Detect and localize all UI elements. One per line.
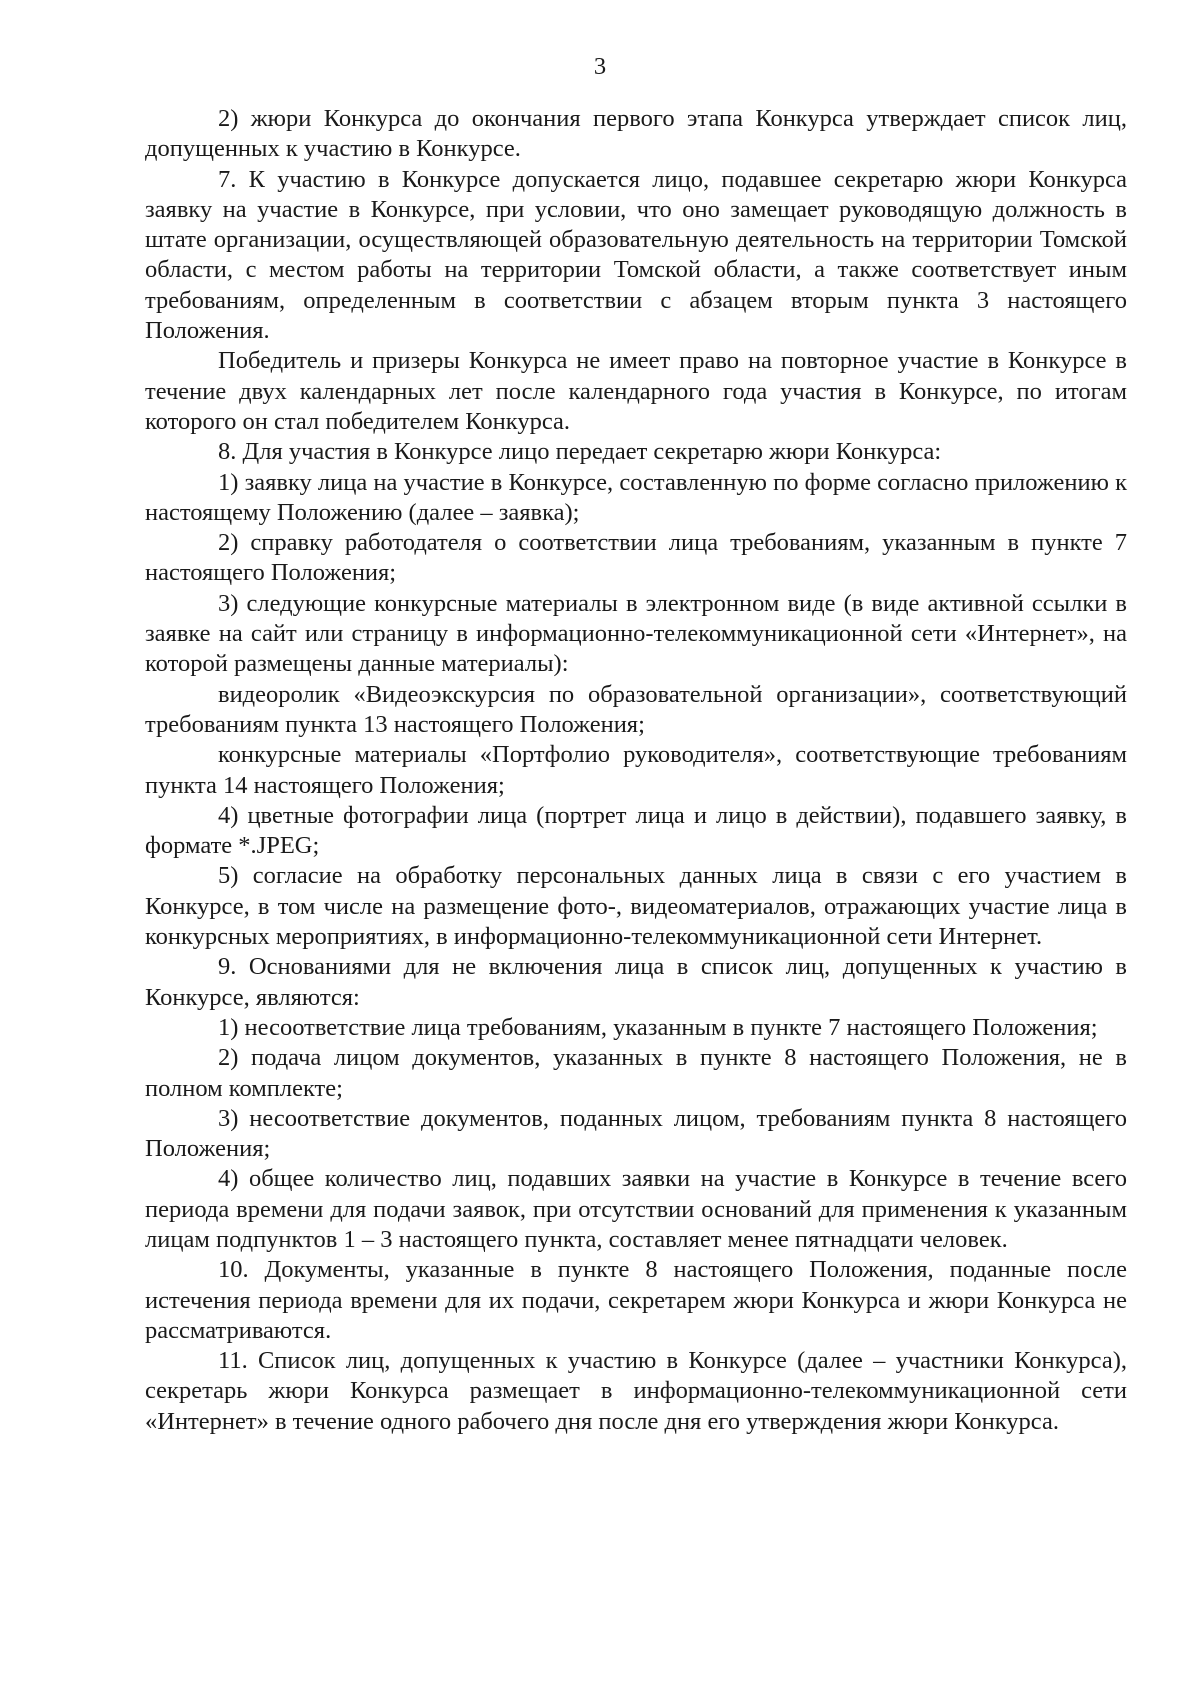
paragraph: 2) жюри Конкурса до окончания первого этапа Конкурса утверждает список лиц, допущенных к участию в Конкурсе. [145, 105, 1127, 163]
paragraph: 9. Основаниями для не включения лица в список лиц, допущенных к участию в Конкурсе, являются: [145, 953, 1127, 1011]
paragraph: 1) несоответствие лица требованиям, указанным в пункте 7 настоящего Положения; [218, 1013, 1098, 1041]
page-number: 3 [593, 53, 607, 80]
paragraph: 4) цветные фотографии лица (портрет лица и лицо в действии), подавшего заявку, в формате *.JPEG; [145, 801, 1127, 860]
paragraph: 7. К участию в Конкурсе допускается лицо, подавшее секретарю жюри Конкурса заявку на участие в Конкурсе, при условии, что оно замещает руководящую должность в штате организации, осуществляющей образовательную деятельность на территории Томской области, с местом работы на территории Томской области, а также соответствует иным требованиям, определенным в соответствии с абзацем вторым пункта 3 настоящего Положения. [145, 165, 1127, 345]
paragraph: 1) заявку лица на участие в Конкурсе, составленную по форме согласно приложению к настоящему Положению (далее – заявка); [145, 468, 1127, 526]
paragraph: Победитель и призеры Конкурса не имеет право на повторное участие в Конкурсе в течение двух календарных лет после календарного года участия в Конкурсе, по итогам которого он стал победителем Конкурса. [145, 347, 1127, 435]
paragraph: 2) справку работодателя о соответствии лица требованиям, указанным в пункте 7 настоящего Положения; [145, 529, 1127, 587]
paragraph: 8. Для участия в Конкурсе лицо передает секретарю жюри Конкурса: [218, 438, 942, 466]
paragraph: 3) несоответствие документов, поданных лицом, требованиям пункта 8 настоящего Положения; [145, 1104, 1127, 1163]
document-body [145, 104, 1127, 1437]
paragraph: конкурсные материалы «Портфолио руководителя», соответствующие требованиям пункта 14 настоящего Положения; [145, 741, 1127, 799]
paragraph: 10. Документы, указанные в пункте 8 настоящего Положения, поданные после истечения периода времени для их подачи, секретарем жюри Конкурса и жюри Конкурса не рассматриваются. [145, 1256, 1127, 1344]
paragraph: 4) общее количество лиц, подавших заявки на участие в Конкурсе в течение всего периода времени для подачи заявок, при отсутствии оснований для применения к указанным лицам подпунктов 1 – 3 настоящего пункта, составляет менее пятнадцати человек. [145, 1165, 1127, 1253]
paragraph: 11. Список лиц, допущенных к участию в Конкурсе (далее – участники Конкурса), секретарь жюри Конкурса размещает в информационно-телекоммуникационной сети «Интернет» в течение одного рабочего дня после дня его утверждения жюри Конкурса. [145, 1347, 1127, 1435]
paragraph: видеоролик «Видеоэкскурсия по образовательной организации», соответствующий требованиям пункта 13 настоящего Положения; [145, 680, 1127, 738]
paragraph: 5) согласие на обработку персональных данных лица в связи с его участием в Конкурсе, в том числе на размещение фото-, видеоматериалов, отражающих участие лица в конкурсных мероприятиях, в информационно-телекоммуникационной сети Интернет. [145, 862, 1127, 951]
paragraph: 2) подача лицом документов, указанных в пункте 8 настоящего Положения, не в полном комплекте; [145, 1044, 1127, 1102]
paragraph: 3) следующие конкурсные материалы в электронном виде (в виде активной ссылки в заявке на сайт или страницу в информационно-телекоммуникационной сети «Интернет», на которой размещены данные материалы): [145, 589, 1127, 678]
